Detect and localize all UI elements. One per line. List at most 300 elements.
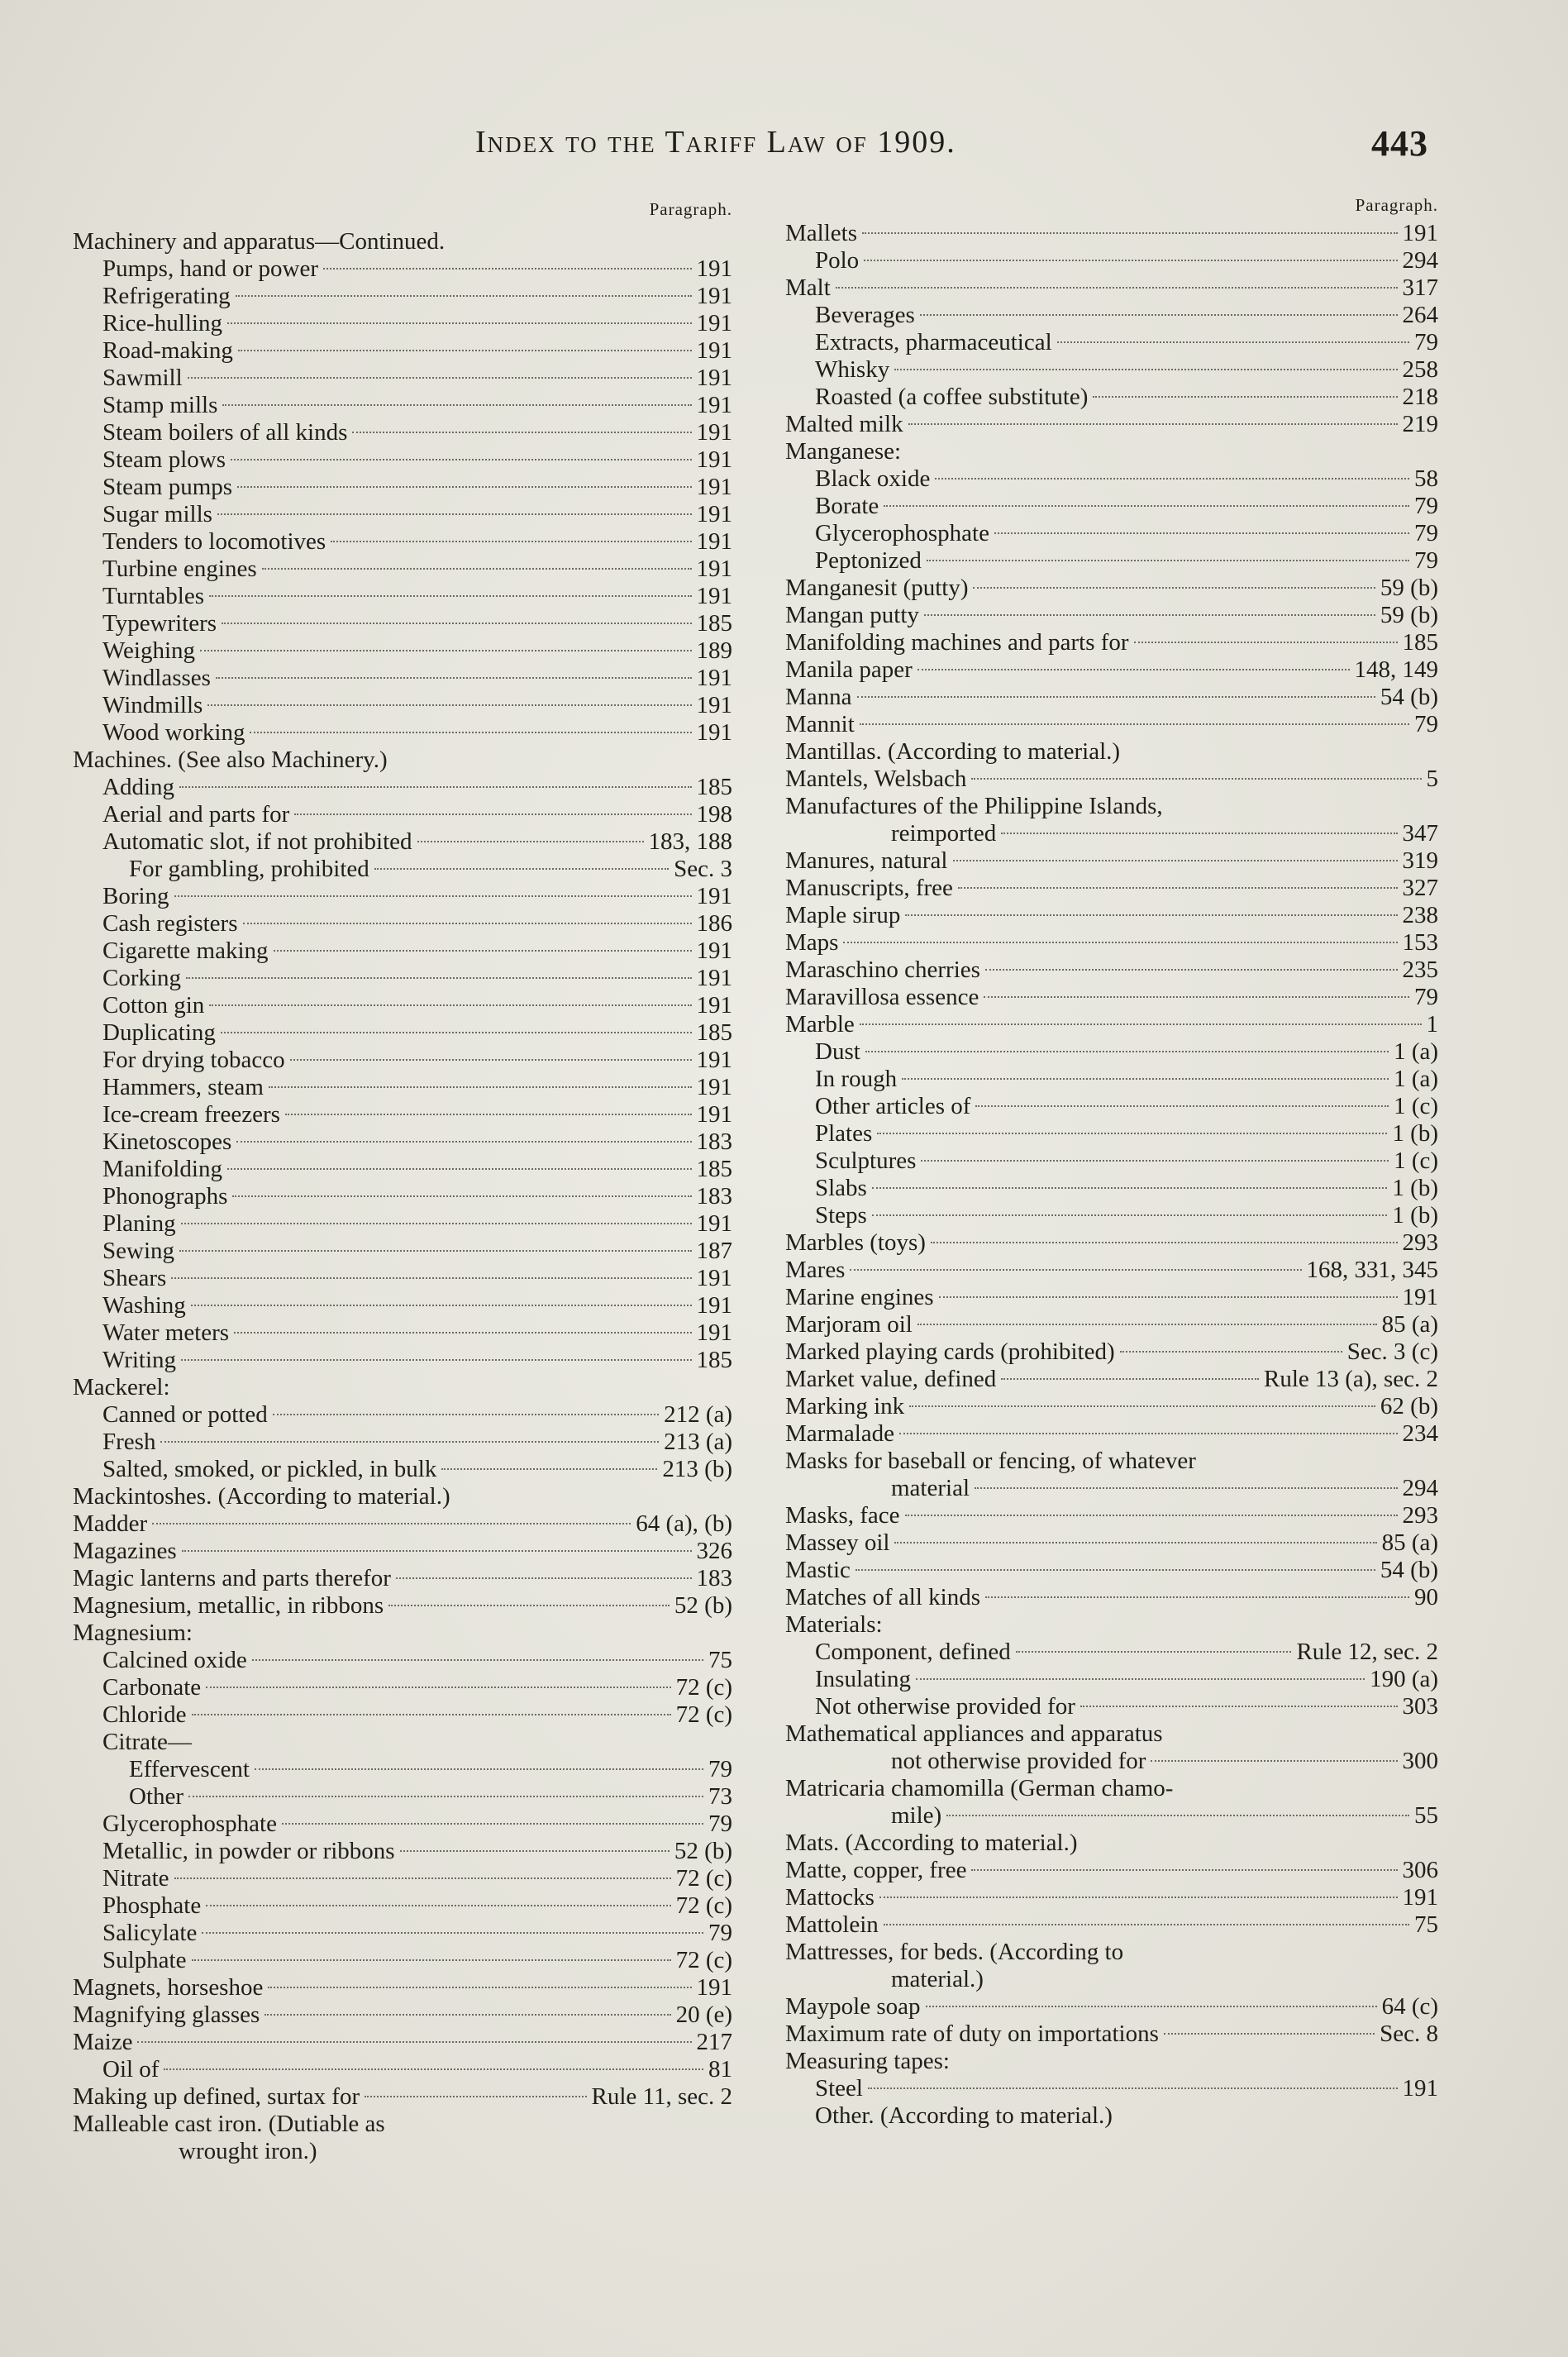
index-entries-left xyxy=(73,228,732,2165)
index-term: Marking ink xyxy=(785,1393,905,1419)
index-term: Steam pumps xyxy=(102,474,233,500)
paragraph-column-label: Paragraph. xyxy=(1355,195,1438,215)
paragraph-reference: 79 xyxy=(1414,520,1438,546)
paragraph-reference: 1 (b) xyxy=(1392,1175,1438,1201)
index-entry xyxy=(73,1156,732,1183)
index-entry xyxy=(785,1939,1438,1966)
index-entry xyxy=(73,883,732,910)
index-entry xyxy=(73,1483,732,1510)
paragraph-reference: 303 xyxy=(1402,1693,1438,1720)
index-entry xyxy=(73,2056,732,2083)
index-entry xyxy=(785,547,1438,575)
paragraph-reference: Sec. 8 xyxy=(1380,2021,1438,2047)
dot-leader xyxy=(294,813,691,815)
index-term: Plates xyxy=(815,1120,873,1147)
index-entry xyxy=(785,984,1438,1011)
index-term: Maple sirup xyxy=(785,902,901,928)
index-entry xyxy=(73,1647,732,1674)
index-term: Matches of all kinds xyxy=(785,1584,980,1610)
paragraph-reference: 191 xyxy=(696,1101,732,1128)
paragraph-reference: Rule 12, sec. 2 xyxy=(1296,1639,1438,1665)
dot-leader xyxy=(1016,1651,1292,1653)
paragraph-reference: 54 (b) xyxy=(1380,684,1438,710)
index-term: Magnets, horseshoe xyxy=(73,1974,264,2001)
index-term: Sculptures xyxy=(815,1147,917,1174)
dot-leader xyxy=(209,595,692,597)
dot-leader xyxy=(243,923,692,924)
index-entry xyxy=(785,329,1438,356)
paragraph-reference: 191 xyxy=(696,583,732,609)
index-term: Fresh xyxy=(102,1429,156,1455)
index-term: Rice-hulling xyxy=(102,310,222,336)
index-entry xyxy=(73,528,732,556)
index-term: Matricaria chamomilla (German chamo- xyxy=(785,1775,1174,1801)
paragraph-reference: 5 xyxy=(1426,766,1438,792)
index-term: Manganesit (putty) xyxy=(785,575,969,601)
dot-leader xyxy=(171,1277,691,1279)
dot-leader xyxy=(191,1305,692,1306)
index-term: Component, defined xyxy=(815,1639,1011,1665)
index-entry xyxy=(785,766,1438,793)
paragraph-reference: 185 xyxy=(696,610,732,637)
index-entry xyxy=(785,220,1438,247)
index-entry xyxy=(73,1756,732,1783)
dot-leader xyxy=(1057,341,1409,343)
index-entry xyxy=(785,1284,1438,1311)
dot-leader xyxy=(222,404,691,406)
dot-leader xyxy=(1164,2033,1375,2035)
dot-leader xyxy=(843,942,1397,943)
dot-leader xyxy=(921,1160,1389,1162)
index-term: Magazines xyxy=(73,1538,177,1564)
paragraph-reference: 191 xyxy=(696,1265,732,1291)
index-entry xyxy=(785,847,1438,875)
index-term: Effervescent xyxy=(129,1756,250,1782)
index-entry xyxy=(785,1338,1438,1366)
index-entry xyxy=(785,602,1438,629)
paragraph-reference: 52 (b) xyxy=(674,1592,732,1619)
index-term: Tenders to locomotives xyxy=(102,528,326,555)
paragraph-reference: 1 (c) xyxy=(1394,1147,1438,1174)
dot-leader xyxy=(181,1359,691,1361)
dot-leader xyxy=(850,1269,1301,1271)
dot-leader xyxy=(984,996,1409,998)
index-term: Madder xyxy=(73,1510,148,1537)
index-entry xyxy=(73,692,732,719)
index-entry xyxy=(73,446,732,474)
index-entry xyxy=(785,1011,1438,1038)
index-entry xyxy=(73,2111,732,2138)
index-entry xyxy=(785,711,1438,738)
index-entry xyxy=(73,665,732,692)
index-term: Boring xyxy=(102,883,169,909)
dot-leader xyxy=(227,322,692,324)
paragraph-reference: 64 (c) xyxy=(1381,1993,1438,2020)
paragraph-reference: 79 xyxy=(1414,493,1438,519)
index-term: Mares xyxy=(785,1257,846,1283)
index-entry xyxy=(73,1592,732,1620)
dot-leader xyxy=(331,541,691,542)
index-term: Citrate— xyxy=(102,1729,192,1755)
index-term: mile) xyxy=(891,1802,942,1829)
dot-leader xyxy=(174,895,692,897)
index-entry xyxy=(785,929,1438,957)
index-term: Malt xyxy=(785,274,831,301)
index-term: Massey oil xyxy=(785,1529,890,1556)
dot-leader xyxy=(252,1659,703,1661)
index-term: Whisky xyxy=(815,356,890,383)
index-entry xyxy=(785,738,1438,766)
paragraph-reference: 191 xyxy=(696,337,732,364)
index-entry xyxy=(73,501,732,528)
dot-leader xyxy=(905,914,1397,916)
dot-leader xyxy=(879,1897,1398,1898)
dot-leader xyxy=(872,1214,1388,1216)
paragraph-reference: 75 xyxy=(1414,1911,1438,1938)
index-term: Salted, smoked, or pickled, in bulk xyxy=(102,1456,437,1482)
paragraph-reference: 191 xyxy=(696,283,732,309)
index-entry xyxy=(73,310,732,337)
paragraph-reference: 218 xyxy=(1402,384,1438,410)
index-entry xyxy=(73,774,732,801)
index-entry xyxy=(73,1947,732,1974)
dot-leader xyxy=(902,1078,1389,1080)
index-entry xyxy=(73,2138,732,2165)
index-term: Typewriters xyxy=(102,610,217,637)
index-entry xyxy=(73,255,732,283)
running-header: Index to the Tariff Law of 1909. xyxy=(475,125,956,160)
dot-leader xyxy=(899,1433,1397,1434)
index-term: Writing xyxy=(102,1347,177,1373)
paragraph-reference: 191 xyxy=(696,392,732,418)
index-column-right xyxy=(785,190,1438,2130)
index-term: Maypole soap xyxy=(785,1993,921,2020)
index-entry xyxy=(73,1783,732,1811)
dot-leader xyxy=(234,1332,691,1334)
index-term: Magnifying glasses xyxy=(73,2002,260,2028)
dot-leader xyxy=(1001,1378,1259,1380)
index-term: Insulating xyxy=(815,1666,911,1692)
index-entry xyxy=(73,637,732,665)
index-term: Cotton gin xyxy=(102,992,205,1019)
dot-leader xyxy=(192,1959,671,1961)
dot-leader xyxy=(227,1168,692,1170)
dot-leader xyxy=(236,1141,691,1143)
index-entry xyxy=(73,1319,732,1347)
index-term: Glycerophosphate xyxy=(815,520,989,546)
index-term: Other xyxy=(129,1783,184,1810)
index-term: Steam boilers of all kinds xyxy=(102,419,348,446)
paragraph-reference: 219 xyxy=(1402,411,1438,437)
index-entry xyxy=(785,1775,1438,1802)
index-term: Salicylate xyxy=(102,1920,198,1946)
paragraph-reference: 300 xyxy=(1402,1748,1438,1774)
index-entry xyxy=(73,419,732,446)
dot-leader xyxy=(222,623,691,624)
index-term: Manila paper xyxy=(785,656,913,683)
index-entry xyxy=(73,719,732,747)
index-entry xyxy=(785,1502,1438,1529)
index-entry xyxy=(785,1666,1438,1693)
paragraph-reference: 191 xyxy=(1402,2075,1438,2102)
index-entry xyxy=(785,1311,1438,1338)
dot-leader xyxy=(836,287,1398,289)
index-term: Magic lanterns and parts therefor xyxy=(73,1565,391,1591)
index-term: Not otherwise provided for xyxy=(815,1693,1075,1720)
index-entry xyxy=(73,1074,732,1101)
dot-leader xyxy=(273,1414,659,1415)
dot-leader xyxy=(916,1678,1365,1680)
index-term: Refrigerating xyxy=(102,283,231,309)
paragraph-reference: 191 xyxy=(696,719,732,746)
paragraph-reference: 191 xyxy=(696,1319,732,1346)
paragraph-reference: 264 xyxy=(1402,302,1438,328)
dot-leader xyxy=(973,587,1375,589)
paragraph-reference: 191 xyxy=(696,1047,732,1073)
dot-leader xyxy=(285,1114,692,1115)
paragraph-reference: 72 (c) xyxy=(675,1947,732,1973)
paragraph-reference: 317 xyxy=(1402,274,1438,301)
index-term: Roasted (a coffee substitute) xyxy=(815,384,1089,410)
dot-leader xyxy=(864,260,1397,261)
paragraph-reference: Rule 11, sec. 2 xyxy=(591,2083,732,2110)
dot-leader xyxy=(179,786,692,788)
dot-leader xyxy=(958,887,1398,889)
index-term: reimported xyxy=(891,820,997,847)
paragraph-reference: 191 xyxy=(1402,1284,1438,1310)
index-term: Wood working xyxy=(102,719,245,746)
paragraph-reference: 191 xyxy=(696,1974,732,2001)
dot-leader xyxy=(935,478,1409,480)
paragraph-reference: 75 xyxy=(708,1647,732,1673)
dot-leader xyxy=(209,1004,691,1006)
index-entry xyxy=(73,1620,732,1647)
dot-leader xyxy=(946,1815,1409,1816)
dot-leader xyxy=(860,723,1409,725)
paragraph-reference: 191 xyxy=(696,556,732,582)
paragraph-reference: 79 xyxy=(1414,329,1438,355)
paragraph-reference: 238 xyxy=(1402,902,1438,928)
paragraph-reference: 191 xyxy=(696,474,732,500)
index-entry xyxy=(785,1038,1438,1066)
paragraph-reference: 191 xyxy=(696,992,732,1019)
dot-leader xyxy=(894,369,1397,370)
index-term: Ice-cream freezers xyxy=(102,1101,280,1128)
index-entry xyxy=(73,1838,732,1865)
dot-leader xyxy=(181,1223,692,1224)
index-entry xyxy=(785,1584,1438,1611)
index-term: Maraschino cherries xyxy=(785,957,980,983)
index-term: Sewing xyxy=(102,1238,174,1264)
index-term: Adding xyxy=(102,774,174,800)
paragraph-reference: 213 (a) xyxy=(664,1429,732,1455)
paragraph-reference: 183 xyxy=(696,1128,732,1155)
paragraph-reference: 52 (b) xyxy=(674,1838,732,1864)
index-term: Other articles of xyxy=(815,1093,971,1119)
index-term: Masks for baseball or fencing, of whatever xyxy=(785,1448,1196,1474)
paragraph-reference: 55 xyxy=(1414,1802,1438,1829)
index-entry xyxy=(785,247,1438,274)
index-entry xyxy=(73,1374,732,1401)
index-term: Manna xyxy=(785,684,852,710)
index-entry xyxy=(73,828,732,856)
index-entry xyxy=(785,1857,1438,1884)
index-term: Sawmill xyxy=(102,365,183,391)
dot-leader xyxy=(182,1550,692,1552)
index-entry xyxy=(73,337,732,365)
dot-leader xyxy=(152,1523,631,1524)
index-term: Manifolding xyxy=(102,1156,222,1182)
index-entry xyxy=(73,1674,732,1701)
dot-leader xyxy=(274,950,692,952)
paragraph-reference: 191 xyxy=(696,255,732,282)
index-entry xyxy=(73,1974,732,2002)
index-entries-right xyxy=(785,220,1438,2130)
index-entry xyxy=(785,902,1438,929)
index-term: Mattresses, for beds. (According to xyxy=(785,1939,1124,1965)
index-entry xyxy=(785,1229,1438,1257)
index-term: Making up defined, surtax for xyxy=(73,2083,360,2110)
dot-leader xyxy=(917,669,1350,670)
index-term: Windlasses xyxy=(102,665,211,691)
paragraph-reference: 213 (b) xyxy=(662,1456,732,1482)
index-term: Hammers, steam xyxy=(102,1074,264,1100)
index-entry xyxy=(73,992,732,1019)
index-term: Phosphate xyxy=(102,1892,202,1919)
paragraph-reference: 183 xyxy=(696,1565,732,1591)
index-entry xyxy=(785,1884,1438,1911)
index-entry xyxy=(73,2083,732,2111)
index-entry xyxy=(785,1366,1438,1393)
index-entry xyxy=(785,1093,1438,1120)
index-term: material.) xyxy=(891,1966,984,1992)
index-term: Oil of xyxy=(102,2056,160,2083)
paragraph-reference: 73 xyxy=(708,1783,732,1810)
index-term: Road-making xyxy=(102,337,233,364)
paragraph-reference: 189 xyxy=(696,637,732,664)
index-term: Sugar mills xyxy=(102,501,212,527)
index-term: Sulphate xyxy=(102,1947,187,1973)
dot-leader xyxy=(877,1133,1387,1134)
index-entry xyxy=(785,1966,1438,1993)
index-term: Malleable cast iron. (Dutiable as xyxy=(73,2111,385,2137)
paragraph-reference: 1 (a) xyxy=(1394,1038,1438,1065)
paragraph-reference: Sec. 3 (c) xyxy=(1346,1338,1438,1365)
index-entry xyxy=(785,1611,1438,1639)
index-entry xyxy=(73,1920,732,1947)
paragraph-reference: 234 xyxy=(1402,1420,1438,1447)
paragraph-reference: 347 xyxy=(1402,820,1438,847)
paragraph-reference: 191 xyxy=(696,665,732,691)
dot-leader xyxy=(365,2096,586,2097)
paragraph-reference: 185 xyxy=(696,1347,732,1373)
index-term: Magnesium: xyxy=(73,1620,193,1646)
dot-leader xyxy=(160,1441,659,1443)
paragraph-reference: 306 xyxy=(1402,1857,1438,1883)
index-entry xyxy=(785,684,1438,711)
index-entry xyxy=(73,1429,732,1456)
dot-leader xyxy=(231,459,691,460)
index-term: Steel xyxy=(815,2075,863,2102)
index-term: Marine engines xyxy=(785,1284,934,1310)
index-term: Water meters xyxy=(102,1319,230,1346)
index-term: Mackintoshes. (According to material.) xyxy=(73,1483,450,1510)
index-entry xyxy=(785,2021,1438,2048)
paragraph-reference: 327 xyxy=(1402,875,1438,901)
dot-leader xyxy=(207,704,691,706)
index-term: Cigarette making xyxy=(102,938,269,964)
index-entry xyxy=(785,1720,1438,1748)
dot-leader xyxy=(232,1195,691,1197)
index-term: Manuscripts, free xyxy=(785,875,953,901)
index-term: Cash registers xyxy=(102,910,238,937)
index-term: Phonographs xyxy=(102,1183,228,1210)
dot-leader xyxy=(953,860,1398,861)
paragraph-reference: 185 xyxy=(696,774,732,800)
index-entry xyxy=(73,1183,732,1210)
index-term: Windmills xyxy=(102,692,203,718)
index-entry xyxy=(785,875,1438,902)
index-entry xyxy=(73,1019,732,1047)
paragraph-reference: 81 xyxy=(708,2056,732,2083)
paragraph-reference: 191 xyxy=(696,883,732,909)
index-entry xyxy=(73,2029,732,2056)
dot-leader xyxy=(255,1768,703,1770)
index-term: Black oxide xyxy=(815,465,931,492)
index-term: For gambling, prohibited xyxy=(129,856,369,882)
index-term: Extracts, pharmaceutical xyxy=(815,329,1052,355)
index-term: Mangan putty xyxy=(785,602,919,628)
paragraph-reference: 191 xyxy=(696,501,732,527)
index-entry xyxy=(785,1911,1438,1939)
index-entry xyxy=(785,1475,1438,1502)
index-entry xyxy=(785,2102,1438,2130)
dot-leader xyxy=(1080,1706,1398,1707)
dot-leader xyxy=(188,377,692,379)
index-entry xyxy=(73,583,732,610)
dot-leader xyxy=(352,432,691,433)
index-term: For drying tobacco xyxy=(102,1047,285,1073)
index-term: Aerial and parts for xyxy=(102,801,290,828)
index-term: Turntables xyxy=(102,583,204,609)
dot-leader xyxy=(1134,642,1398,643)
paragraph-reference: 293 xyxy=(1402,1229,1438,1256)
paragraph-reference: 183, 188 xyxy=(648,828,732,855)
dot-leader xyxy=(374,868,669,870)
dot-leader xyxy=(237,486,691,488)
dot-leader xyxy=(186,977,691,979)
index-entry xyxy=(73,1128,732,1156)
index-term: In rough xyxy=(815,1066,898,1092)
index-term: Washing xyxy=(102,1292,186,1319)
index-entry xyxy=(785,575,1438,602)
paragraph-reference: 85 (a) xyxy=(1381,1311,1438,1338)
dot-leader xyxy=(388,1605,670,1606)
index-entry xyxy=(785,1420,1438,1448)
dot-leader xyxy=(282,1823,703,1825)
paragraph-reference: 198 xyxy=(696,801,732,828)
dot-leader xyxy=(1001,833,1397,834)
dot-leader xyxy=(441,1468,657,1470)
paragraph-reference: 62 (b) xyxy=(1380,1393,1438,1419)
paragraph-reference: 1 (a) xyxy=(1394,1066,1438,1092)
index-term: Stamp mills xyxy=(102,392,218,418)
index-entry xyxy=(785,1830,1438,1857)
index-term: Peptonized xyxy=(815,547,922,574)
dot-leader xyxy=(137,2041,691,2043)
paragraph-reference: 79 xyxy=(1414,547,1438,574)
dot-leader xyxy=(217,513,692,515)
